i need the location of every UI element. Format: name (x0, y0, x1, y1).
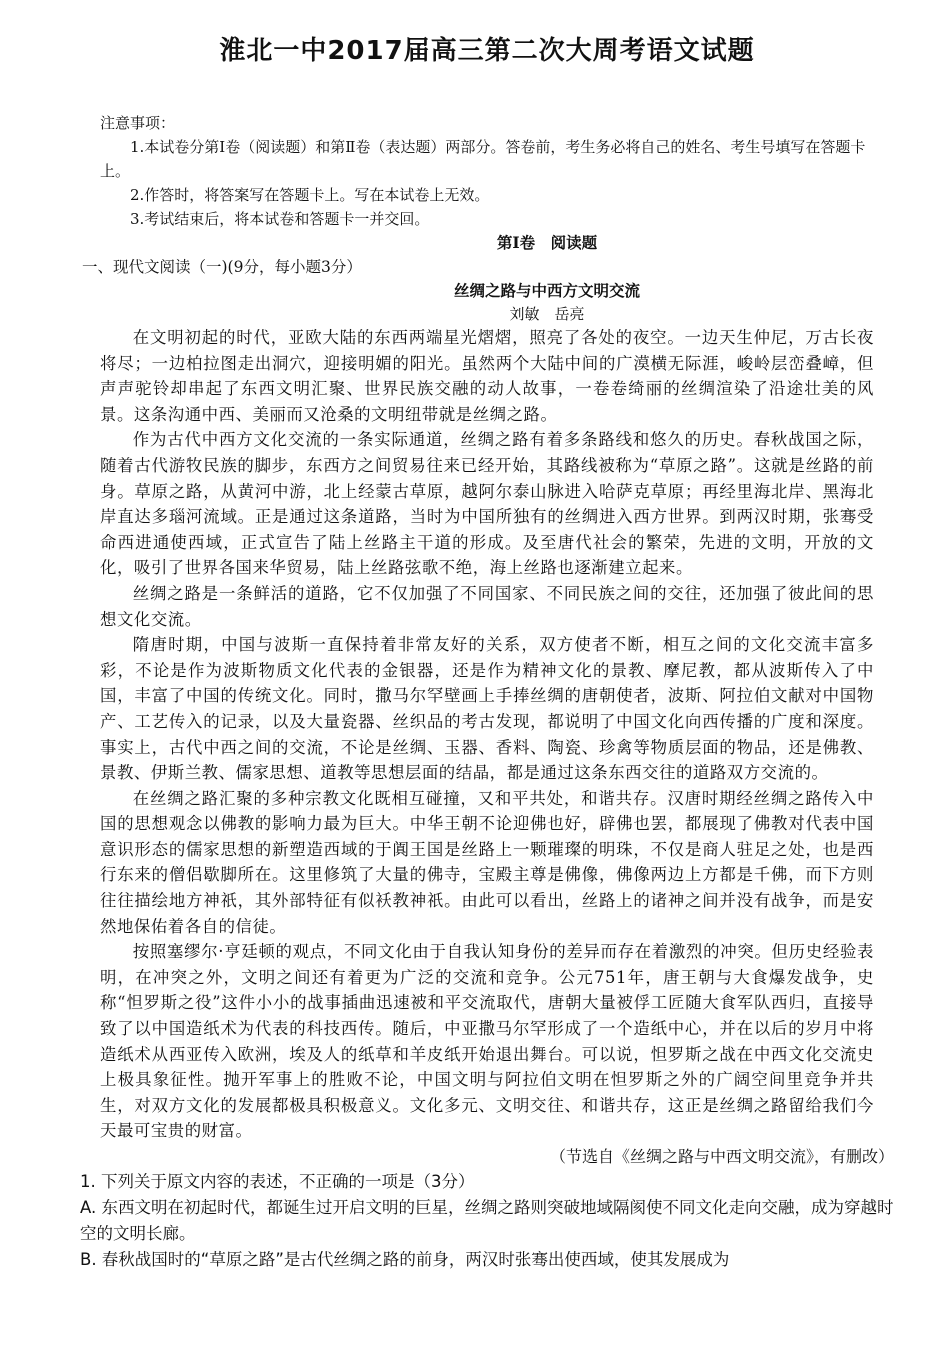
part-heading: 第Ⅰ卷 阅读题 (496, 233, 598, 252)
question-stem: 1. 下列关于原文内容的表述，不正确的一项是（3分） (80, 1172, 475, 1191)
notes-item: 1.本试卷分第Ⅰ卷（阅读题）和第Ⅱ卷（表达题）两部分。答卷前，考生务必将自己的姓名、考生号填写在答题卡上。 (100, 138, 866, 180)
exam-title: 淮北一中2017届高三第二次大周考语文试题 (219, 36, 755, 66)
notes-item: 2.作答时，将答案写在答题卡上。写在本试卷上无效。 (130, 186, 490, 204)
article-title: 丝绸之路与中西方文明交流 (453, 281, 640, 300)
article-authors: 刘敏 岳亮 (509, 305, 585, 323)
article-paragraph: 隋唐时期，中国与波斯一直保持着非常友好的关系，双方使者不断，相互之间的文化交流丰富多彩，不论是作为波斯物质文化代表的金银器，还是作为精神文化的景教、摩尼教，都从波斯传入了中国，丰富了中国的传统文化。同时，撒马尔罕壁画上手捧丝绸的唐朝使者，波斯、阿拉伯文献对中国物产、工艺传入的记录，以及大量瓷器、丝织品的考古发现，都说明了中国文化向西传播的广度和深度。事实上，古代中西之间的交流，不论是丝绸、玉器、香料、陶瓷、珍禽等物质层面的物品，还是佛教、景教、伊斯兰教、儒家思想、道教等思想层面的结晶，都是通过这条东西交往的道路双方交流的。 (100, 635, 874, 783)
article-body (100, 325, 874, 1144)
article-paragraph: 在丝绸之路汇聚的多种宗教文化既相互碰撞，又和平共处，和谐共存。汉唐时期经丝绸之路传入中国的思想观念以佛教的影响力最为巨大。中华王朝不论迎佛也好，辟佛也罢，都展现了佛教对代表中国意识形态的儒家思想的新塑造西域的于阗王国是丝路上一颗璀璨的明珠，不仅是商人驻足之处，也是西行东来的僧侣歇脚所在。这里修筑了大量的佛寺，宝殿主尊是佛像，佛像两边上方都是千佛，而下方则往往描绘地方神祇，其外部特征有似袄教神祇。由此可以看出，丝路上的诸神之间并没有战争，而是安然地保佑着各自的信徒。 (100, 788, 874, 936)
article-paragraph: 作为古代中西方文化交流的一条实际通道，丝绸之路有着多条路线和悠久的历史。春秋战国之际，随着古代游牧民族的脚步，东西方之间贸易往来已经开始，其路线被称为“草原之路”。这就是丝路的前身。草原之路，从黄河中游，北上经蒙古草原，越阿尔泰山脉进入哈萨克草原；再经里海北岸、黑海北岸直达多瑙河流域。正是通过这条道路，当时为中国所独有的丝绸进入西方世界。到两汉时期，张骞受命西进通使西域，正式宣告了陆上丝路主干道的形成。及至唐代社会的繁荣，先进的文明，开放的文化，吸引了世界各国来华贸易，陆上丝路弦歌不绝，海上丝路也逐渐建立起来。 (100, 430, 874, 578)
article-paragraph: 丝绸之路是一条鲜活的道路，它不仅加强了不同国家、不同民族之间的交往，还加强了彼此间的思想文化交流。 (100, 583, 874, 629)
notes-item: 3.考试结束后，将本试卷和答题卡一并交回。 (130, 210, 430, 228)
questions-section (80, 1169, 894, 1273)
article-paragraph: 按照塞缪尔·亨廷顿的观点，不同文化由于自我认知身份的差异而存在着激烈的冲突。但历史经验表明，在冲突之外，文明之间还有着更为广泛的交流和竞争。公元751年，唐王朝与大食爆发战争，史称“怛罗斯之役”这件小小的战事插曲迅速被和平交流取代，唐朝大量被俘工匠随大食军队西归，直接导致了以中国造纸术为代表的科技西传。随后，中亚撒马尔罕形成了一个造纸中心，并在以后的岁月中将造纸术从西亚传入欧洲，埃及人的纸草和羊皮纸开始退出舞台。可以说，怛罗斯之战在中西文化交流史上极具象征性。抛开军事上的胜败不论，中国文明与阿拉伯文明在怛罗斯之外的广阔空间里竞争并共生，对双方文化的发展都极具积极意义。文化多元、文明交往、和谐共存，这正是丝绸之路留给我们今天最可宝贵的财富。 (100, 942, 874, 1141)
question-option: B. 春秋战国时的“草原之路”是古代丝绸之路的前身，两汉时张骞出使西域，使其发展成为 (80, 1250, 730, 1269)
notes-section (100, 111, 874, 231)
notes-heading: 注意事项： (100, 114, 176, 132)
article-source: （节选自《丝绸之路与中西文明交流》，有删改） (549, 1147, 894, 1166)
article-paragraph: 在文明初起的时代，亚欧大陆的东西两端星光熠熠，照亮了各处的夜空。一边天生仲尼，万古长夜将尽；一边柏拉图走出洞穴，迎接明媚的阳光。虽然两个大陆中间的广漠横无际涯，峻岭层峦叠嶂，但声声驼铃却串起了东西文明汇聚、世界民族交融的动人故事，一卷卷绮丽的丝绸渲染了沿途壮美的风景。这条沟通中西、美丽而又沧桑的文明纽带就是丝绸之路。 (100, 328, 874, 424)
section-heading: 一、现代文阅读（一)(9分，每小题3分） (82, 258, 362, 276)
question-option: A. 东西文明在初起时代，都诞生过开启文明的巨星，丝绸之路则突破地域隔阂使不同文化走向交融，成为穿越时空的文明长廊。 (80, 1198, 894, 1243)
